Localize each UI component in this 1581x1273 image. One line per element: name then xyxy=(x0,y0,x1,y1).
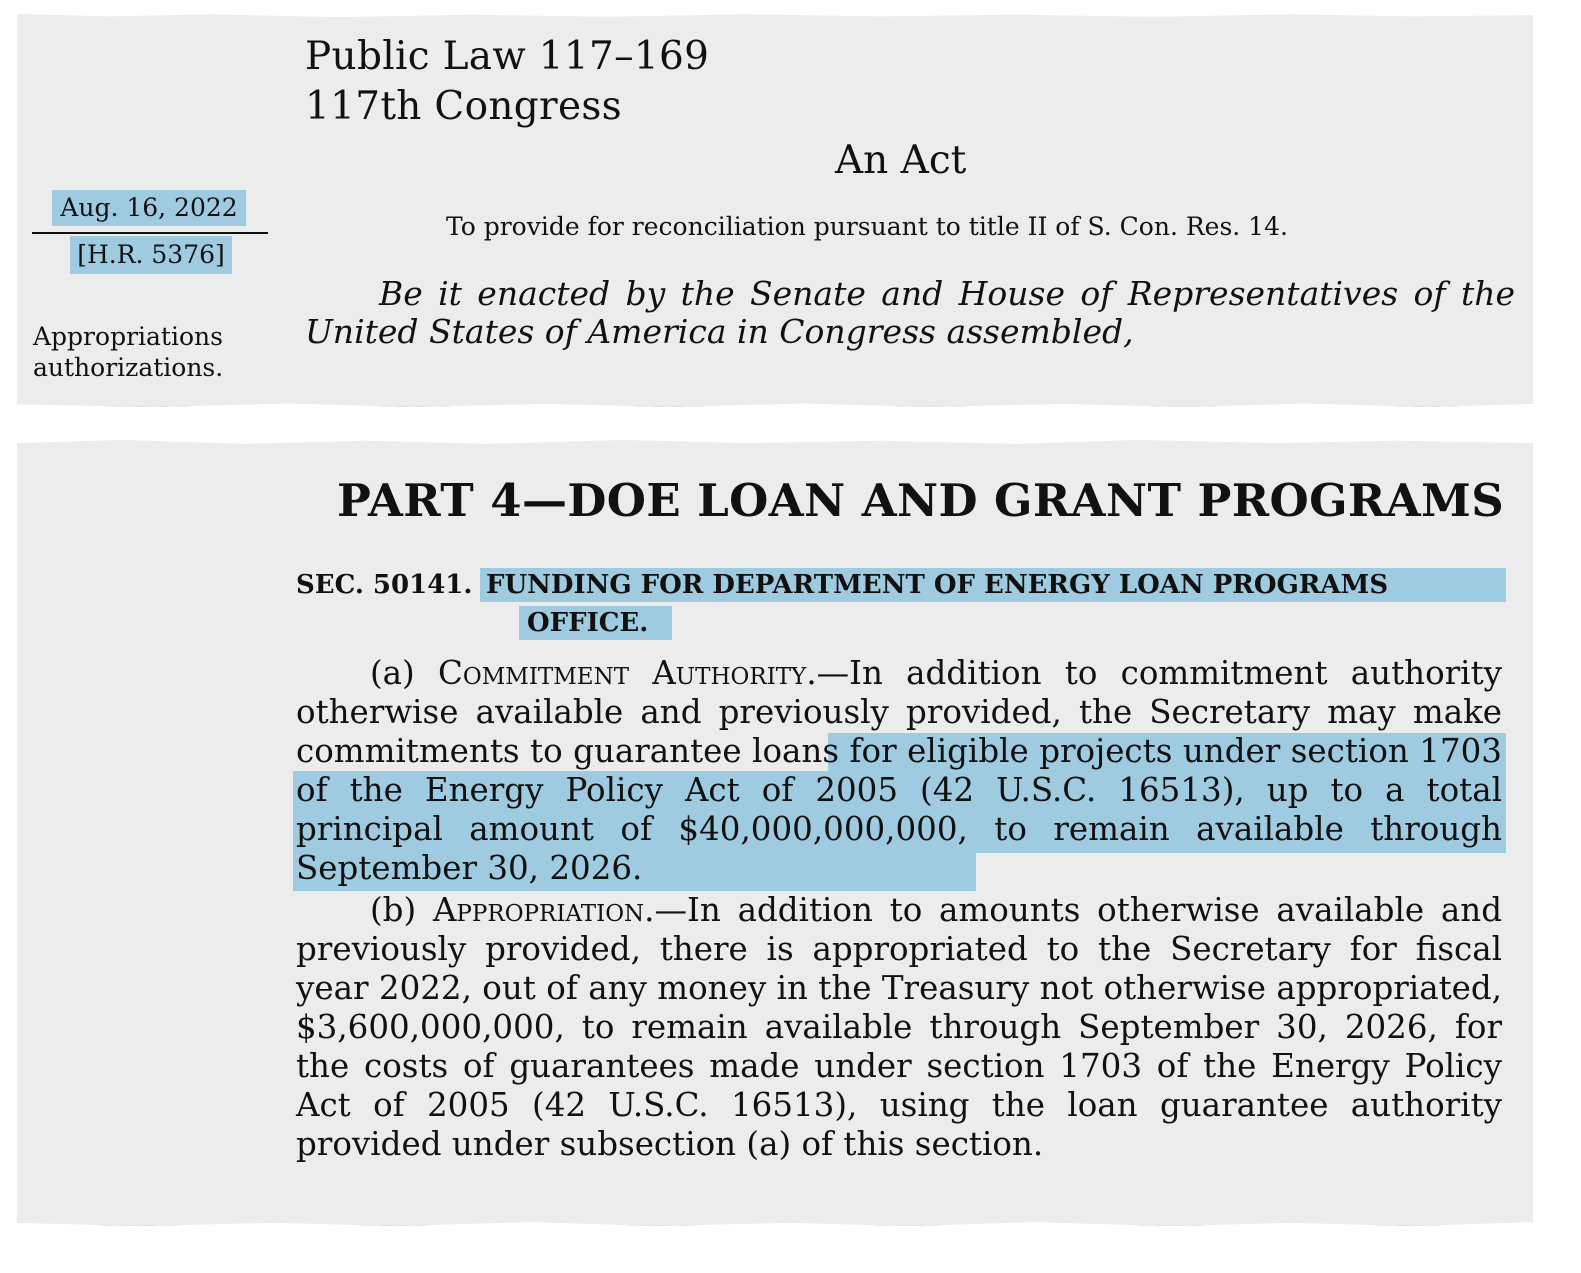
subsection-a-heading: Commitment Authority. xyxy=(438,654,817,692)
subsection-a-label: (a) xyxy=(370,654,415,692)
enacting-clause-text: Be it enacted by the Senate and House of Representatives of the United States of America in Congress assembled, xyxy=(305,274,1515,351)
enacting-clause xyxy=(305,275,1515,351)
subsection-b-label: (b) xyxy=(370,891,417,929)
section-title-line2: OFFICE. xyxy=(519,606,672,640)
subsection-a xyxy=(296,654,1502,888)
congress-number: 117th Congress xyxy=(305,84,622,129)
subsection-b-heading: Appropriation. xyxy=(432,891,655,929)
subsection-b xyxy=(296,891,1502,1164)
enactment-date: Aug. 16, 2022 xyxy=(52,190,246,226)
public-law-number: Public Law 117–169 xyxy=(305,34,710,79)
subsection-a-text: —In addition to commitment authority otherwise available and previously provided, the Secretary may make commitments to guarantee loans for eligible projects under section 1703 of the Energy Policy Act of 2005 (42 U.S.C. 16513), up to a total principal amount of $40,000,000,000, to remain available through September 30, 2026. xyxy=(296,654,1502,887)
part-heading: PART 4—DOE LOAN AND GRANT PROGRAMS xyxy=(337,474,1505,527)
section-number: SEC. 50141. xyxy=(296,570,473,600)
bill-number: [H.R. 5376] xyxy=(70,236,232,274)
margin-note: Appropriations authorizations. xyxy=(33,322,224,382)
section-title-line1: FUNDING FOR DEPARTMENT OF ENERGY LOAN PROGRAMS xyxy=(480,568,1506,602)
act-heading: An Act xyxy=(835,138,967,183)
margin-divider xyxy=(32,232,268,234)
subsection-b-text: —In addition to amounts otherwise available and previously provided, there is appropriated to the Secretary for fiscal year 2022, out of any money in the Treasury not otherwise appropriated, $3,600,000,000, to remain available through September 30, 2026, for the costs of guarantees made under section 1703 of the Energy Policy Act of 2005 (42 U.S.C. 16513), using the loan guarantee authority provided under subsection (a) of this section. xyxy=(296,891,1502,1163)
act-purpose: To provide for reconciliation pursuant to title II of S. Con. Res. 14. xyxy=(446,212,1288,241)
